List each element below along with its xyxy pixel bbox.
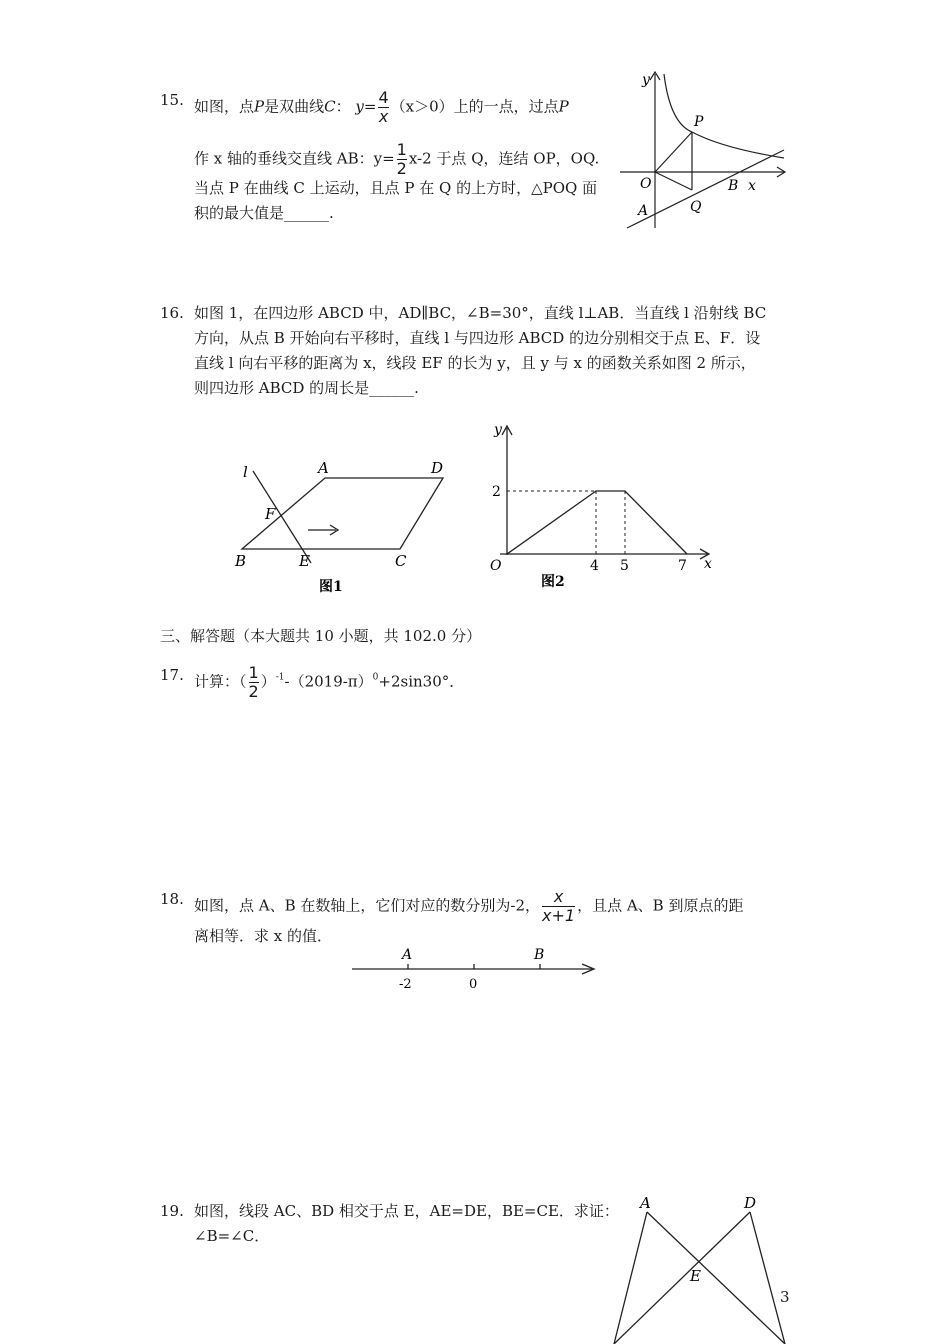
fig1-label-c: C (395, 552, 407, 570)
q15-line2: 作 x 轴的垂线交直线 AB：y= $\frac{1}{2}$ x-2 于点 Q，连结 OP，OQ. (194, 140, 600, 178)
fig19-segment-dc (750, 1212, 785, 1344)
q15-fraction-4-over-x: $\frac{4}{x}$ (378, 88, 389, 126)
q16-line3: 直线 l 向右平移的距离为 x，线段 EF 的长为 y，且 y 与 x 的函数关系如图 2 所示， (194, 354, 756, 372)
fig19-label-d: D (744, 1194, 757, 1212)
q16-line4: 则四边形 ABCD 的周长是______. (194, 379, 419, 397)
q19-number: 19. (160, 1202, 184, 1220)
fig19-label-a: A (640, 1194, 651, 1212)
numline-label-zero: 0 (469, 977, 478, 992)
section-3-heading: 三、解答题（本大题共 10 小题，共 102.0 分） (160, 627, 482, 645)
q19-line1: 如图，线段 AC、BD 相交于点 E，AE=DE，BE=CE．求证： (194, 1202, 619, 1220)
q15-figure (612, 68, 792, 233)
q15-fraction-half: $\frac{1}{2}$ (396, 140, 407, 178)
fig1-caption: 图1 (319, 579, 343, 595)
q16-number: 16. (160, 304, 184, 322)
fig2-label-x: x (704, 556, 712, 572)
q18-number-line (348, 943, 600, 995)
q18-number: 18. (160, 890, 184, 908)
numline-label-neg2: -2 (399, 977, 412, 992)
fig15-label-x: x (748, 178, 756, 194)
q16-figure1 (225, 455, 465, 600)
fig15-label-a: A (638, 203, 649, 219)
fig15-hyperbola (664, 74, 784, 158)
numline-label-b: B (534, 947, 545, 963)
fig2-caption: 图2 (541, 574, 565, 590)
fig2-graph-line (507, 491, 687, 554)
q19-line2: ∠B=∠C． (194, 1227, 270, 1245)
fig2-label-7: 7 (678, 558, 687, 574)
fig2-label-4: 4 (590, 558, 599, 574)
fig1-label-b: B (235, 552, 247, 570)
fig1-label-f: F (265, 505, 276, 523)
q18-line2: 离相等．求 x 的值． (194, 927, 332, 945)
q18-fraction-x-over-x-plus-1: $\frac{x}{x+1}$ (542, 887, 576, 925)
fig1-label-a: A (318, 459, 329, 477)
q17-expression: 计算：（ $\frac{1}{2}$ ）$^{-1}-(2019-\pi)^0+2\sin 30^\circ$． (194, 663, 465, 701)
q16-figure2 (480, 418, 720, 596)
q15-number: 15. (160, 91, 184, 109)
fig15-label-o: O (640, 176, 652, 192)
q17-number: 17. (160, 666, 184, 684)
fig1-label-e: E (299, 552, 310, 570)
fig1-label-d: D (431, 459, 444, 477)
q15-line3: 当点 P 在曲线 C 上运动，且点 P 在 Q 的上方时，△POQ 面 (194, 179, 598, 197)
q16-line2: 方向，从点 B 开始向右平移时，直线 l 与四边形 ABCD 的边分别相交于点 E、F．设 (194, 329, 761, 347)
fig2-label-o: O (490, 558, 502, 574)
fig15-segment-op (655, 132, 692, 172)
fig19-label-e: E (690, 1267, 701, 1285)
fig19-segment-ab (614, 1212, 647, 1344)
q15-line4: 积的最大值是______. (194, 204, 334, 222)
q17-fraction-half: $\frac{1}{2}$ (248, 663, 259, 701)
fig15-label-q: Q (690, 199, 702, 215)
fig2-label-5: 5 (620, 558, 629, 574)
q18-line1: 如图，点 A、B 在数轴上，它们对应的数分别为-2， $\frac{x}{x+1}$ ，且点 A、B 到原点的距 (194, 887, 744, 925)
fig15-segment-oq (655, 172, 692, 190)
q15-line1: 如图，点P是双曲线C： y= $\frac{4}{x}$ （x＞0）上的一点，过点P (194, 88, 569, 126)
fig15-label-p: P (694, 114, 704, 130)
fig2-label-2: 2 (492, 484, 501, 500)
q16-line1: 如图 1，在四边形 ABCD 中，AD∥BC，∠B=30°，直线 l⊥AB．当直线 l 沿射线 BC (194, 304, 767, 322)
page-number: 3 (780, 1288, 790, 1306)
fig15-label-y: y (642, 72, 650, 88)
fig19-segment-bd (614, 1212, 750, 1344)
fig19-segment-ac (647, 1212, 785, 1344)
fig1-label-l: l (243, 463, 248, 481)
fig2-label-y: y (494, 422, 502, 438)
numline-label-a: A (402, 947, 413, 963)
q19-figure (600, 1188, 790, 1344)
fig15-label-b: B (728, 178, 739, 194)
